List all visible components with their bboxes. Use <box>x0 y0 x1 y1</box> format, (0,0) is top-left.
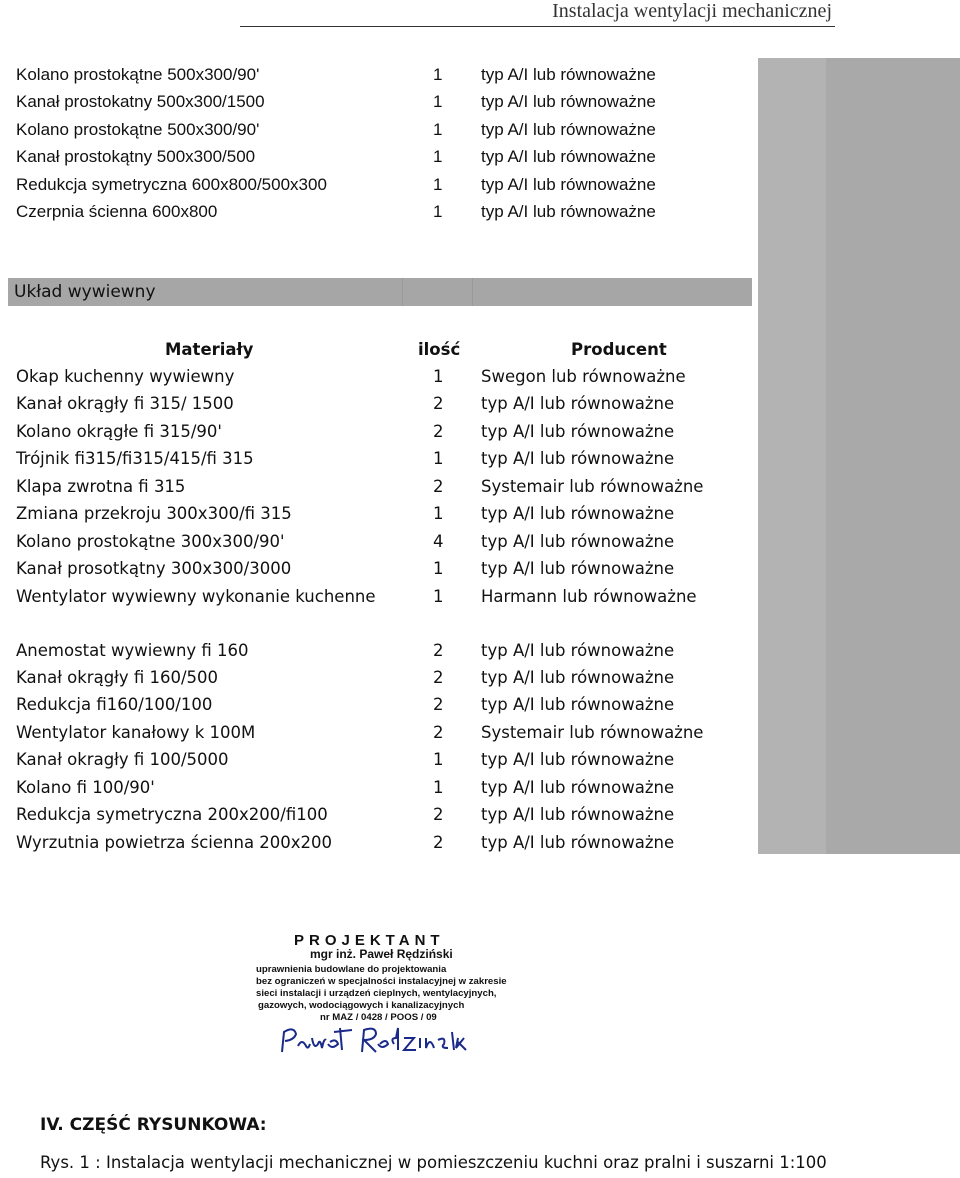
item-producer: Harmann lub równoważne <box>481 587 697 606</box>
item-producer: typ A/I lub równoważne <box>481 750 675 769</box>
item-name: Kolano fi 100/90' <box>16 778 155 797</box>
item-name: Kanał prosotkątny 300x300/3000 <box>16 559 292 578</box>
table-row <box>0 88 760 115</box>
item-qty: 2 <box>433 668 444 687</box>
item-producer: Swegon lub równoważne <box>481 367 686 386</box>
figure-caption: Rys. 1 : Instalacja wentylacji mechanicznej w pomieszczeniu kuchni oraz pralni i suszarni 1:100 <box>40 1153 827 1172</box>
table-row <box>0 61 760 88</box>
section-title: Układ wywiewny <box>14 282 156 302</box>
stamp-name: mgr inż. Paweł Rędziński <box>310 947 453 961</box>
header-rule <box>240 26 835 27</box>
stamp-title: PROJEKTANT <box>294 932 445 949</box>
item-name: Okap kuchenny wywiewny <box>16 367 235 386</box>
item-name: Redukcja symetryczna 600x800/500x300 <box>16 175 327 194</box>
table-row <box>0 664 760 691</box>
item-producer: Systemair lub równoważne <box>481 477 704 496</box>
item-producer: typ A/I lub równoważne <box>481 833 675 852</box>
item-qty: 1 <box>433 750 444 769</box>
item-name: Kanał okrągły fi 160/500 <box>16 668 219 687</box>
column-header-producer: Producent <box>571 340 667 359</box>
table-row <box>0 390 760 417</box>
item-producer: typ A/I lub równoważne <box>481 449 675 468</box>
item-name: Wentylator wywiewny wykonanie kuchenne <box>16 587 376 606</box>
item-producer: typ A/I lub równoważne <box>481 559 675 578</box>
item-producer: Systemair lub równoważne <box>481 723 704 742</box>
table-row <box>0 829 760 856</box>
table-row <box>0 500 760 527</box>
item-name: Kanał prostokatny 500x300/1500 <box>16 92 265 111</box>
item-qty: 2 <box>433 394 444 413</box>
table-row <box>0 774 760 801</box>
item-name: Zmiana przekroju 300x300/fi 315 <box>16 504 292 523</box>
item-name: Kolano okrągłe fi 315/90' <box>16 422 222 441</box>
item-producer: typ A/I lub równoważne <box>481 695 675 714</box>
table-row <box>0 801 760 828</box>
item-producer: typ A/I lub równoważne <box>481 120 656 139</box>
item-producer: typ A/I lub równoważne <box>481 394 675 413</box>
item-producer: typ A/I lub równoważne <box>481 202 656 221</box>
item-qty: 1 <box>433 175 443 194</box>
table-row <box>0 528 760 555</box>
table-row <box>0 719 760 746</box>
table-row <box>0 555 760 582</box>
item-qty: 1 <box>433 559 444 578</box>
item-name: Wyrzutnia powietrza ścienna 200x200 <box>16 833 333 852</box>
item-qty: 1 <box>433 449 444 468</box>
item-name: Kolano prostokątne 500x300/90' <box>16 120 260 139</box>
item-name: Redukcja symetryczna 200x200/fi100 <box>16 805 328 824</box>
item-qty: 2 <box>433 695 444 714</box>
item-qty: 1 <box>433 65 443 84</box>
stamp-line: nr MAZ / 0428 / POOS / 09 <box>320 1012 437 1023</box>
table-row <box>0 198 760 225</box>
item-qty: 4 <box>433 532 444 551</box>
designer-stamp <box>250 932 518 1060</box>
item-qty: 2 <box>433 833 444 852</box>
item-producer: typ A/I lub równoważne <box>481 422 675 441</box>
item-producer: typ A/I lub równoważne <box>481 778 675 797</box>
table-row <box>0 363 760 390</box>
table-row <box>0 143 760 170</box>
item-name: Kolano prostokątne 500x300/90' <box>16 65 260 84</box>
table-row <box>0 473 760 500</box>
stamp-line: uprawnienia budowlane do projektowania <box>256 964 447 975</box>
item-name: Anemostat wywiewny fi 160 <box>16 641 249 660</box>
item-name: Kanał prostokątny 500x300/500 <box>16 147 256 166</box>
page-header-title: Instalacja wentylacji mechanicznej <box>552 0 832 22</box>
item-producer: typ A/I lub równoważne <box>481 147 656 166</box>
item-qty: 2 <box>433 723 444 742</box>
table-row <box>0 171 760 198</box>
item-name: Wentylator kanałowy k 100M <box>16 723 256 742</box>
table-row <box>0 637 760 664</box>
item-producer: typ A/I lub równoważne <box>481 641 675 660</box>
item-qty: 1 <box>433 147 443 166</box>
item-name: Klapa zwrotna fi 315 <box>16 477 186 496</box>
stamp-line: gazowych, wodociągowych i kanalizacyjnych <box>258 1000 465 1011</box>
item-qty: 1 <box>433 504 444 523</box>
column-header-materials: Materiały <box>165 340 254 359</box>
table-row <box>0 445 760 472</box>
item-producer: typ A/I lub równoważne <box>481 175 656 194</box>
item-name: Kanał okragły fi 100/5000 <box>16 750 229 769</box>
item-name: Kolano prostokątne 300x300/90' <box>16 532 285 551</box>
table-row <box>0 583 760 610</box>
item-qty: 1 <box>433 367 444 386</box>
item-qty: 1 <box>433 120 443 139</box>
item-name: Czerpnia ścienna 600x800 <box>16 202 218 221</box>
item-qty: 1 <box>433 587 444 606</box>
item-producer: typ A/I lub równoważne <box>481 65 656 84</box>
item-qty: 2 <box>433 805 444 824</box>
table-row <box>0 418 760 445</box>
stamp-line: sieci instalacji i urządzeń cieplnych, wentylacyjnych, <box>256 988 497 999</box>
table-row <box>0 746 760 773</box>
item-producer: typ A/I lub równoważne <box>481 805 675 824</box>
margin-shade-right <box>826 58 960 854</box>
item-producer: typ A/I lub równoważne <box>481 668 675 687</box>
column-divider <box>472 278 473 306</box>
item-name: Redukcja fi160/100/100 <box>16 695 213 714</box>
section-header-bar <box>8 278 752 306</box>
column-divider <box>402 278 403 306</box>
item-producer: typ A/I lub równoważne <box>481 532 675 551</box>
item-name: Kanał okrągły fi 315/ 1500 <box>16 394 234 413</box>
margin-shade-left <box>758 58 826 854</box>
item-qty: 2 <box>433 422 444 441</box>
item-producer: typ A/I lub równoważne <box>481 92 656 111</box>
table-row <box>0 691 760 718</box>
part-title: IV. CZĘŚĆ RYSUNKOWA: <box>40 1115 267 1135</box>
item-qty: 1 <box>433 778 444 797</box>
item-qty: 2 <box>433 641 444 660</box>
stamp-line: bez ograniczeń w specjalności instalacyjnej w zakresie <box>256 976 507 987</box>
column-header-qty: ilość <box>418 340 461 359</box>
item-qty: 1 <box>433 202 443 221</box>
handwritten-signature <box>278 1024 468 1058</box>
item-qty: 1 <box>433 92 443 111</box>
item-producer: typ A/I lub równoważne <box>481 504 675 523</box>
table-row <box>0 116 760 143</box>
item-name: Trójnik fi315/fi315/415/fi 315 <box>16 449 254 468</box>
item-qty: 2 <box>433 477 444 496</box>
